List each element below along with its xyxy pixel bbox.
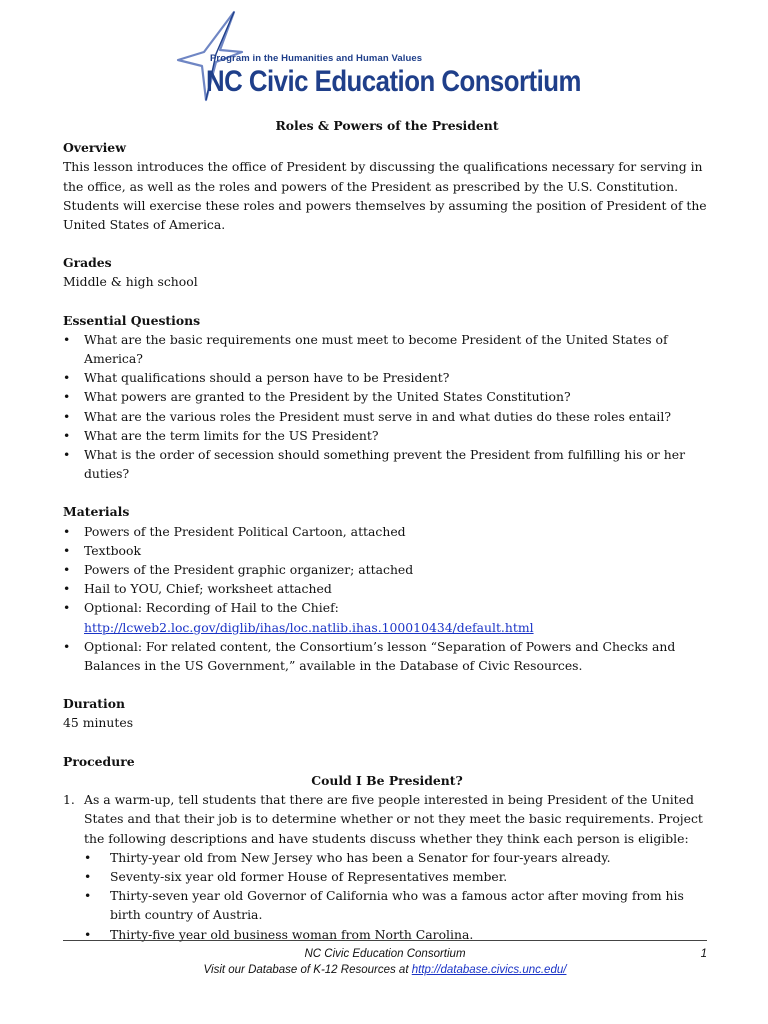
document-body bbox=[63, 116, 711, 944]
procedure-steps bbox=[63, 790, 711, 944]
procedure-section bbox=[63, 752, 711, 944]
logo-org-name: NC Civic Education Consortium bbox=[206, 65, 581, 98]
step-number: 1. bbox=[63, 792, 75, 808]
logo-tagline: Program in the Humanities and Human Values bbox=[210, 53, 423, 64]
procedure-subheading: Could I Be President? bbox=[311, 772, 463, 788]
materials-section bbox=[63, 502, 711, 675]
essential-questions-list bbox=[63, 330, 711, 484]
page-title: Roles & Powers of the President bbox=[275, 118, 499, 133]
materials-heading: Materials bbox=[63, 504, 130, 520]
essential-questions-heading: Essential Questions bbox=[63, 312, 201, 328]
footer-divider bbox=[63, 940, 707, 941]
grades-section bbox=[63, 253, 711, 291]
list-item: • Optional: For related content, the Consortium’s lesson “Separation of Powers and Checks and Balances in the US Government,” available in the Database of Civic Resources. bbox=[63, 637, 711, 675]
footer-database-link[interactable]: http://database.civics.unc.edu/ bbox=[411, 964, 567, 976]
list-item: • What powers are granted to the President by the United States Constitution? bbox=[63, 387, 711, 406]
duration-section bbox=[63, 694, 711, 732]
list-item: • Hail to YOU, Chief; worksheet attached bbox=[63, 579, 711, 598]
consortium-logo bbox=[176, 10, 616, 102]
list-item: • Thirty-five year old business woman from North Carolina. bbox=[84, 925, 711, 944]
list-item: • What qualifications should a person have to be President? bbox=[63, 368, 711, 387]
footer-org: NC Civic Education Consortium bbox=[304, 948, 466, 960]
grades-heading: Grades bbox=[63, 255, 112, 271]
list-item: • Textbook bbox=[63, 541, 711, 560]
duration-text: 45 minutes bbox=[63, 715, 134, 731]
list-item: • What are the various roles the President must serve in and what duties do these roles entail? bbox=[63, 407, 711, 426]
candidates-list bbox=[84, 848, 711, 944]
list-item: • Seventy-six year old former House of Representatives member. bbox=[84, 867, 711, 886]
list-item: • What are the basic requirements one must meet to become President of the United States of America? bbox=[63, 330, 711, 368]
list-item: • What is the order of secession should something prevent the President from fulfilling his or her duties? bbox=[63, 445, 711, 483]
recording-label: Optional: Recording of Hail to the Chief: bbox=[84, 600, 339, 616]
grades-text: Middle & high school bbox=[63, 274, 198, 290]
list-item: • Thirty-seven year old Governor of California who was a famous actor after moving from his birth country of Austria. bbox=[84, 886, 711, 924]
list-item: • Thirty-year old from New Jersey who has been a Senator for four-years already. bbox=[84, 848, 711, 867]
overview-heading: Overview bbox=[63, 140, 126, 156]
list-item: • Powers of the President graphic organizer; attached bbox=[63, 560, 711, 579]
overview-text: This lesson introduces the office of President by discussing the qualifications necessary for serving in the office, as well as the roles and powers of the President as prescribed by the U.S. Constitution. Students will exercise these roles and powers themselves by assuming the position of President of the United States of America. bbox=[63, 159, 707, 233]
essential-questions-section bbox=[63, 311, 711, 484]
procedure-step bbox=[63, 790, 711, 944]
footer-prefix: Visit our Database of K-12 Resources at bbox=[203, 964, 412, 976]
materials-list bbox=[63, 522, 711, 676]
overview-section bbox=[63, 138, 711, 234]
page-number: 1 bbox=[700, 948, 707, 960]
recording-link[interactable]: http://lcweb2.loc.gov/diglib/ihas/loc.natlib.ihas.100010434/default.html bbox=[84, 619, 534, 635]
duration-heading: Duration bbox=[63, 696, 126, 712]
procedure-heading: Procedure bbox=[63, 753, 135, 769]
page-footer bbox=[63, 946, 707, 978]
list-item: • Powers of the President Political Cartoon, attached bbox=[63, 522, 711, 541]
step-text: As a warm-up, tell students that there are five people interested in being President of the United States and that their job is to determine whether or not they meet the basic requirements. Project the following descriptions and have students discuss whether they think each person is eligible: bbox=[84, 792, 703, 846]
list-item-recording bbox=[63, 598, 711, 636]
list-item: • What are the term limits for the US President? bbox=[63, 426, 711, 445]
footer-database-line bbox=[63, 962, 707, 978]
